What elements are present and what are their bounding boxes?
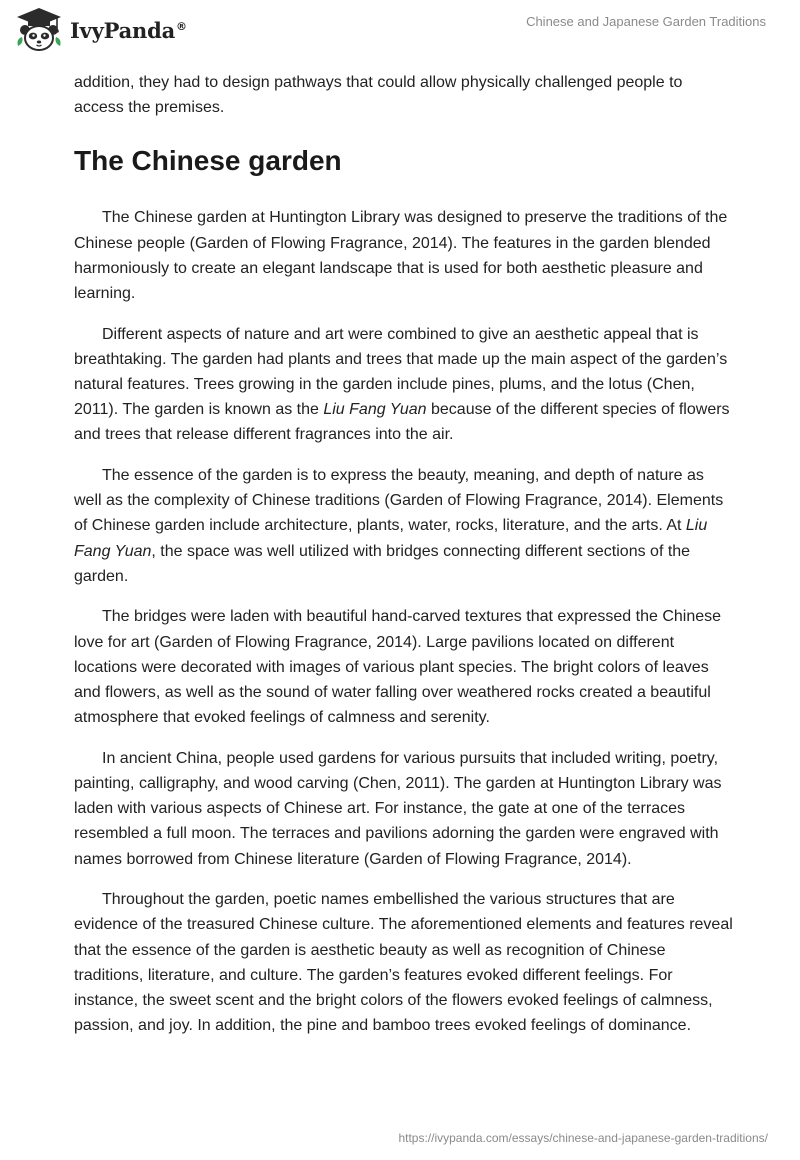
logo-wordmark: IvyPanda® [70,17,187,43]
document-title: Chinese and Japanese Garden Traditions [526,14,766,29]
paragraph-6: Throughout the garden, poetic names embellished the various structures that are evidence of the treasured Chinese culture. The aforementioned elements and features reveal that the essence of the garden is aesthetic beauty as well as recognition of Chinese traditions, literature, and culture. The garden’s features evoked different feelings. For instance, the sweet scent and the bright colors of the flowers evoked feelings of calmness, passion, and joy. In addition, the pine and bamboo trees evoked feelings of dominance. [74,891,733,1035]
paragraph-2-text-b: because of the different species of flowers and trees that release different fragrances into the air. [74,401,730,444]
section-heading: The Chinese garden [74,145,342,177]
source-url-link[interactable]: https://ivypanda.com/essays/chinese-and-japanese-garden-traditions/ [398,1131,768,1145]
page-header [0,0,800,64]
paragraph-4: The bridges were laden with beautiful hand-carved textures that expressed the Chinese love for art (Garden of Flowing Fragrance, 2014). Large pavilions located on different locations were decorated with images of various plant species. The bright colors of leaves and flowers, as well as the sound of water falling over weathered rocks created a beautiful atmosphere that evoked feelings of calmness and serenity. [74,608,722,727]
paragraph-3-text-b: , the space was well utilized with bridges connecting different sections of the garden. [74,542,691,585]
paragraph-3 [74,463,734,589]
paragraph-1: The Chinese garden at Huntington Library was designed to preserve the traditions of the Chinese people (Garden of Flowing Fragrance, 2014). The features in the garden blended harmoniously to create an elegant landscape that is used for both aesthetic pleasure and learning. [74,209,728,303]
paragraph-2 [74,322,734,448]
paragraph-5: In ancient China, people used gardens for various pursuits that included writing, poetry, painting, calligraphy, and wood carving (Chen, 2011). The garden at Huntington Library was laden with various aspects of Chinese art. For instance, the gate at one of the terraces resembled a full moon. The terraces and pavilions adorning the garden were engraved with names borrowed from Chinese literature (Garden of Flowing Fragrance, 2014). [74,749,722,868]
essay-body [74,70,734,1054]
paragraph-3-text-a: The essence of the garden is to express the beauty, meaning, and depth of nature as well as the complexity of Chinese traditions (Garden of Flowing Fragrance, 2014). Elements of Chinese garden include architecture, plants, water, rocks, literature, and the arts. At [74,467,724,535]
intro-paragraph-continued: addition, they had to design pathways that could allow physically challenged people to access the premises. [74,74,683,117]
paragraph-2-text-a: Different aspects of nature and art were combined to give an aesthetic appeal that is breathtaking. The garden had plants and trees that made up the main aspect of the garden’s natural features. Trees growing in the garden include pines, plums, and the lotus (Chen, 2011). The garden is known as the [74,325,728,419]
panda-graduate-icon [14,6,64,52]
registered-mark: ® [176,19,187,33]
paragraph-2-italic-name: Liu Fang Yuan [323,401,427,419]
ivypanda-logo[interactable] [14,6,187,52]
paragraph-3-italic-name: Liu Fang Yuan [74,517,708,560]
